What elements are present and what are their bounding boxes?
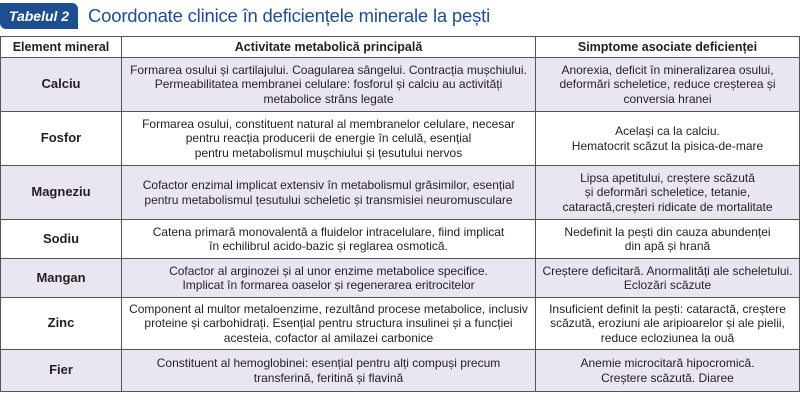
table-header-row	[1, 37, 800, 58]
activity-line: pentru metabolismul țesutului scheletic și transmisiei neuromusculare	[144, 192, 513, 207]
table-row-mangan	[1, 259, 800, 298]
activity-cell	[122, 220, 536, 259]
column-header-activity: Activitate metabolică principală	[122, 37, 536, 58]
element-cell: Calciu	[1, 58, 122, 112]
activity-line: în echilibrul acido-bazic și reglarea osmotică.	[209, 239, 448, 253]
symptoms-line: Eclozări scăzute	[623, 278, 712, 292]
table-row-zinc	[1, 298, 800, 350]
symptoms-line: cataractă,creșteri ridicate de mortalitate	[562, 199, 773, 214]
table-row-sodiu	[1, 220, 800, 259]
activity-cell	[122, 298, 536, 350]
symptoms-cell	[536, 112, 800, 166]
symptoms-line: și deformări scheletice, tetanie,	[584, 185, 751, 200]
table-row-calciu	[1, 58, 800, 112]
table-row-fosfor	[1, 112, 800, 166]
symptoms-cell	[536, 298, 800, 350]
symptoms-line: din apă și hrană	[624, 239, 711, 253]
symptoms-line: Creștere deficitară. Anormalități ale scheletului.	[542, 263, 793, 278]
symptoms-line: Nedefinit la pești din cauza abundenței	[564, 224, 771, 239]
symptoms-line: Lipsa apetitului, creștere scăzută	[580, 170, 755, 185]
activity-cell	[122, 166, 536, 220]
activity-cell	[122, 259, 536, 298]
activity-line: acesteia, cofactor al amilazei carbonice	[223, 330, 434, 345]
symptoms-line: reduce ecloziunea la ouă	[600, 330, 735, 345]
activity-line: pentru reacția producerii de energie în celulă, esențial	[185, 131, 472, 146]
symptoms-line: Același ca la calciu.	[615, 124, 720, 138]
symptoms-cell	[536, 166, 800, 220]
symptoms-cell	[536, 259, 800, 298]
activity-line: pentru metabolismul mușchiului și țesutului nervos	[194, 145, 463, 160]
table-row-magneziu	[1, 166, 800, 220]
activity-line: metabolice strâns legate	[263, 91, 394, 106]
activity-line: Cofactor enzimal implicat extensiv în metabolismul grăsimilor, esențial	[142, 178, 515, 192]
activity-line: Formarea osului și cartilajului. Coagularea sângelui. Contracția mușchiului.	[130, 62, 527, 77]
symptoms-line: Creștere scăzută. Diaree	[601, 370, 734, 385]
symptoms-cell	[536, 58, 800, 112]
symptoms-line: conversia hranei	[623, 91, 712, 106]
activity-line: Cofactor al arginozei și al unor enzime metabolice specifice.	[169, 263, 488, 278]
element-cell: Fosfor	[1, 112, 122, 166]
activity-line: Catena primară monovalentă a fluidelor intracelulare, fiind implicat	[152, 224, 505, 239]
activity-line: Formarea osului, constituent natural al membranelor celulare, necesar	[142, 116, 515, 131]
symptoms-cell	[536, 350, 800, 392]
symptoms-cell	[536, 220, 800, 259]
activity-line: Permeabilitatea membranei celulare: fosforul și calciu au activități	[154, 77, 503, 92]
mineral-deficiency-table	[0, 36, 800, 392]
table-title: Coordonate clinice în deficiențele minerale la pești	[88, 5, 490, 26]
symptoms-line: Anemie microcitară hipocromică.	[580, 356, 755, 370]
activity-line: Constituent al hemoglobinei: esențial pentru alți compuși precum	[156, 356, 501, 370]
activity-line: Component al multor metaloenzime, rezultând procese metabolice, inclusiv	[129, 301, 528, 316]
element-cell: Zinc	[1, 298, 122, 350]
column-header-symptoms: Simptome asociate deficienței	[536, 37, 800, 58]
symptoms-line: scăzută, eroziuni ale aripioarelor și ale pielii,	[550, 316, 785, 331]
table-caption	[0, 0, 800, 36]
activity-cell	[122, 350, 536, 392]
column-header-element: Element mineral	[1, 37, 122, 58]
element-cell: Fier	[1, 350, 122, 392]
element-cell: Mangan	[1, 259, 122, 298]
table-row-fier	[1, 350, 800, 392]
activity-cell	[122, 58, 536, 112]
symptoms-line: Insuficient definit la pești: cataractă, creștere	[549, 301, 786, 316]
symptoms-line: Anorexia, deficit în mineralizarea osului,	[561, 62, 774, 77]
activity-line: proteine și carbohidrați. Esențial pentru structura insulinei și a funcției	[144, 316, 513, 331]
element-cell: Sodiu	[1, 220, 122, 259]
element-cell: Magneziu	[1, 166, 122, 220]
symptoms-line: deformări scheletice, reduce creșterea și	[559, 77, 776, 92]
activity-cell	[122, 112, 536, 166]
symptoms-line: Hematocrit scăzut la pisica-de-mare	[571, 138, 764, 153]
activity-line: transferină, feritină și flavină	[253, 370, 404, 385]
table-number-badge: Tabelul 2	[0, 3, 78, 29]
activity-line: Implicat în formarea oaselor și regenerarea eritrocitelor	[182, 278, 475, 292]
